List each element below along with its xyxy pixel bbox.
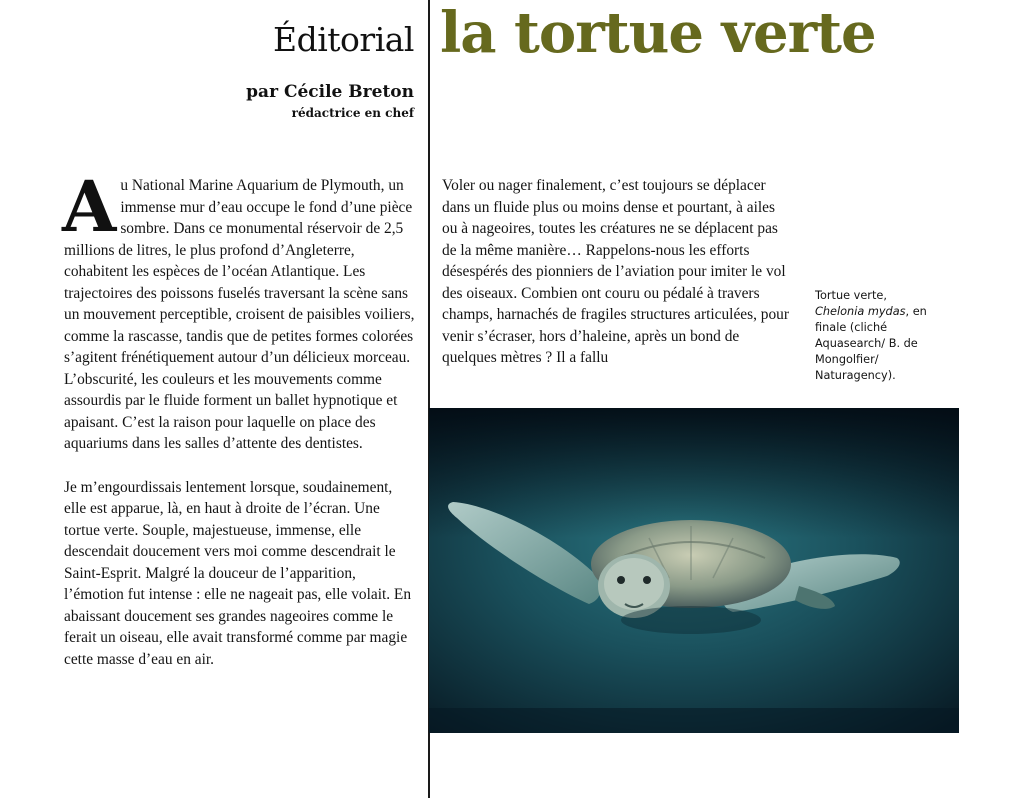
paragraph: Voler ou nager finalement, c’est toujours se déplacer dans un fluide plus ou moins dense et pourtant, à ailes ou à nageoires, toutes les créatures ne se déplacent pas de la même manière… Rappelons-nous les efforts désespérés des pionniers de l’aviation pour imiter le vol des oiseaux. Combien ont couru ou pédalé à travers champs, harnachés de fragiles structures articulées, pour venir s’écraser, hors d’haleine, après un bond de quelques mètres ? Il a fallu [442,177,790,366]
right-text-column [442,175,792,369]
paragraph-text: u National Marine Aquarium de Plymouth, un immense mur d’eau occupe le fond d’une pièce sombre. Dans ce monumental réservoir de 2,5 millions de litres, le plus profond d’Angleterre, cohabitent les espèces de l’océan Atlantique. Les trajectoires des poissons fuselés traversant la scène sans un mouvement perceptible, croisent de paisibles voiliers, comme la rascasse, tandis que de petites formes colorées s’agitent frénétiquement autour d’un délicieux morceau. L’obscurité, les couleurs et les mouvements comme assourdis par le fluide forment un ballet hypnotique et apaisant. C’est la raison pour laquelle on place des aquariums dans les salles d’attente des dentistes. [64,177,415,452]
article-title: la tortue verte [440,0,876,66]
caption-text: Tortue verte, [815,289,887,302]
paragraph: Je m’engourdissais lentement lorsque, soudainement, elle est apparue, là, en haut à droite de l’écran. Une tortue verte. Souple, majestueuse, immense, elle descendait doucement vers moi comme descendrait le Saint-Esprit. Malgré la douceur de l’apparition, l’émotion fut intense : elle ne nageait pas, elle volait. En abaissant doucement ses grandes nageoires comme le ferait un oiseau, elle avait transformé comme par magie cette masse d’eau en air. [64,478,412,668]
photo-caption [815,288,955,384]
caption-species: Chelonia mydas [815,305,906,318]
caption-credit: , en finale (cliché Aquasearch/ B. de Mongolfier/ Naturagency). [815,305,927,382]
author-role: rédactrice en chef [291,106,414,120]
section-title: Éditorial [273,20,414,59]
drop-cap: A [62,165,117,248]
author-byline: par Cécile Breton [246,82,414,102]
paragraph [62,165,416,455]
turtle-photo [429,408,959,733]
left-text-column [62,165,416,670]
